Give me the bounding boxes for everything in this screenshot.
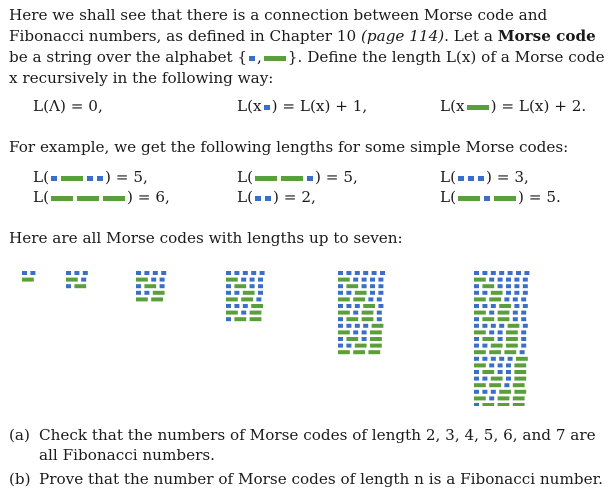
dot-mark	[513, 311, 518, 315]
dash-mark	[234, 317, 246, 321]
dot-mark	[160, 278, 165, 282]
dash-mark	[338, 297, 350, 301]
dot-mark	[338, 304, 343, 308]
morse-group-length-3	[66, 271, 88, 288]
item-a-label: (a)	[9, 426, 30, 444]
dot-mark	[514, 304, 519, 308]
dot-mark	[355, 304, 360, 308]
dot-mark	[474, 284, 479, 288]
dot-mark	[506, 284, 511, 288]
dash-mark	[355, 291, 367, 295]
dot-mark	[346, 324, 351, 328]
dash-mark	[66, 278, 78, 282]
dot-mark	[353, 278, 358, 282]
dot-mark	[499, 357, 504, 361]
item-a	[9, 425, 609, 465]
intro-paragraph	[9, 5, 609, 89]
dash-mark	[474, 297, 486, 301]
definition-left: L(Λ) = 0,	[33, 97, 103, 115]
dash-mark	[489, 383, 501, 387]
definition-right: ) = L(x) + 1,	[271, 97, 368, 115]
dot-mark	[370, 284, 375, 288]
dot-mark	[474, 344, 479, 348]
intro-text-2: . Let a	[444, 27, 498, 45]
example-length	[33, 187, 170, 207]
dash-mark	[474, 350, 486, 354]
dash-mark	[498, 403, 510, 406]
dot-mark	[499, 271, 504, 275]
example-prefix: L(	[237, 188, 254, 206]
dot-mark	[508, 271, 513, 275]
dot-mark	[226, 284, 231, 288]
dot-mark	[513, 317, 518, 321]
dot-mark	[513, 297, 518, 301]
dot-mark	[153, 271, 158, 275]
dash-mark	[482, 284, 494, 288]
dot-mark	[234, 271, 239, 275]
dash-symbol	[467, 105, 489, 110]
dash-mark	[243, 291, 255, 295]
dot-mark	[491, 357, 496, 361]
dot-mark	[353, 330, 358, 334]
exercise-items	[9, 425, 609, 493]
intro-text-4: }. Define the length L(x) of a Morse code x recursively in the following way:	[9, 48, 605, 87]
example-prefix: L(	[33, 168, 50, 186]
dot-mark	[66, 284, 71, 288]
dot-mark	[30, 271, 35, 275]
dash-mark	[234, 284, 246, 288]
dash-mark	[372, 324, 384, 328]
dot-mark	[136, 291, 141, 295]
dot-mark	[234, 304, 239, 308]
dot-mark	[498, 337, 503, 341]
dash-mark	[498, 317, 510, 321]
dot-mark	[474, 390, 479, 394]
dot-mark	[521, 297, 526, 301]
dash-symbol	[77, 196, 99, 201]
intro-text-1: Here we shall see that there is a connection between Morse code and Fibonacci numbers, as defined in Chapter 10	[9, 6, 548, 45]
morse-group-length-5	[226, 271, 265, 321]
dot-mark	[474, 357, 479, 361]
dot-symbol	[478, 176, 484, 181]
dot-mark	[151, 278, 156, 282]
example-value: ) = 5,	[315, 168, 358, 186]
dash-mark	[504, 350, 516, 354]
dot-mark	[363, 271, 368, 275]
dash-mark	[482, 337, 494, 341]
dot-mark	[250, 278, 255, 282]
dot-mark	[338, 317, 343, 321]
dash-mark	[353, 297, 365, 301]
dash-mark	[250, 311, 262, 315]
item-b-text: Prove that the number of Morse codes of length n is a Fibonacci number.	[39, 470, 603, 488]
dot-mark	[523, 324, 528, 328]
dot-mark	[362, 284, 367, 288]
dot-symbol	[468, 176, 474, 181]
dash-mark	[338, 311, 350, 315]
dot-mark	[523, 304, 528, 308]
dash-mark	[153, 291, 165, 295]
dot-mark	[504, 297, 509, 301]
dash-mark	[506, 344, 518, 348]
example-value: ) = 2,	[273, 188, 316, 206]
dot-mark	[506, 370, 511, 374]
dot-mark	[491, 324, 496, 328]
dash-mark	[346, 284, 358, 288]
dot-mark	[482, 271, 487, 275]
dot-mark	[338, 291, 343, 295]
dash-symbol	[255, 176, 277, 181]
dash-symbol	[61, 176, 83, 181]
alphabet-comma: ,	[257, 48, 262, 66]
example-length	[440, 167, 529, 187]
dot-mark	[506, 291, 511, 295]
dot-mark	[521, 317, 526, 321]
dot-mark	[482, 377, 487, 381]
dot-mark	[498, 330, 503, 334]
dash-mark	[353, 350, 365, 354]
dash-mark	[136, 297, 148, 301]
dot-mark	[482, 344, 487, 348]
dot-mark	[258, 284, 263, 288]
dot-mark	[491, 304, 496, 308]
morse-group-length-7	[474, 271, 529, 406]
dot-mark	[523, 278, 528, 282]
dash-mark	[499, 304, 511, 308]
dot-mark	[346, 271, 351, 275]
dot-mark	[372, 271, 377, 275]
dash-mark	[474, 383, 486, 387]
dot-mark	[489, 396, 494, 400]
dot-mark	[498, 284, 503, 288]
dot-symbol	[255, 196, 261, 201]
example-value: ) = 5,	[105, 168, 148, 186]
dash-mark	[514, 370, 526, 374]
dash-mark	[499, 390, 511, 394]
dash-mark	[482, 403, 494, 406]
dash-mark	[226, 278, 238, 282]
dash-mark	[474, 363, 486, 367]
example-prefix: L(	[33, 188, 50, 206]
definition-dot	[237, 96, 367, 116]
dot-mark	[226, 271, 231, 275]
dot-mark	[241, 311, 246, 315]
dash-mark	[338, 278, 350, 282]
example-prefix: L(	[440, 168, 457, 186]
dot-symbol	[264, 105, 270, 110]
dash-mark	[514, 390, 526, 394]
dot-mark	[256, 297, 261, 301]
definition-right: ) = L(x) + 2.	[490, 97, 587, 115]
dot-mark	[482, 304, 487, 308]
dash-mark	[136, 278, 148, 282]
dot-symbol	[458, 176, 464, 181]
dot-mark	[489, 363, 494, 367]
dash-mark	[482, 317, 494, 321]
dash-mark	[474, 396, 486, 400]
dot-mark	[377, 317, 382, 321]
dot-mark	[362, 278, 367, 282]
dot-mark	[514, 291, 519, 295]
dot-symbol	[51, 176, 57, 181]
dot-mark	[523, 291, 528, 295]
dot-mark	[524, 271, 529, 275]
dot-mark	[506, 377, 511, 381]
dot-mark	[474, 370, 479, 374]
example-length	[237, 187, 316, 207]
dot-mark	[491, 390, 496, 394]
dash-mark	[514, 363, 526, 367]
dash-mark	[346, 317, 358, 321]
dot-mark	[81, 278, 86, 282]
dot-mark	[508, 357, 513, 361]
dash-mark	[474, 278, 486, 282]
dash-mark	[250, 317, 262, 321]
example-value: ) = 3,	[486, 168, 529, 186]
item-b-label: (b)	[9, 470, 31, 488]
dash-symbol	[494, 196, 516, 201]
dash-mark	[513, 396, 525, 400]
dot-mark	[378, 291, 383, 295]
dot-mark	[226, 304, 231, 308]
dot-mark	[498, 278, 503, 282]
dot-mark	[234, 291, 239, 295]
dot-mark	[482, 357, 487, 361]
example-length	[237, 167, 358, 187]
morse-group-length-6	[338, 271, 385, 354]
dash-mark	[482, 370, 494, 374]
dot-symbol	[307, 176, 313, 181]
dot-mark	[498, 370, 503, 374]
dot-mark	[377, 297, 382, 301]
dot-mark	[378, 284, 383, 288]
dot-mark	[260, 271, 265, 275]
dot-mark	[523, 284, 528, 288]
morse-code-term: Morse code	[497, 27, 596, 45]
dot-mark	[355, 324, 360, 328]
definition-dash	[440, 96, 586, 116]
example-value: ) = 5.	[518, 188, 561, 206]
dot-mark	[353, 311, 358, 315]
example-length	[33, 167, 148, 187]
dot-mark	[474, 324, 479, 328]
dot-mark	[474, 377, 479, 381]
dot-mark	[338, 337, 343, 341]
dot-mark	[474, 291, 479, 295]
dot-mark	[161, 271, 166, 275]
dot-mark	[136, 271, 141, 275]
morse-group-length-4	[136, 271, 166, 301]
dash-mark	[226, 311, 238, 315]
dash-symbol	[51, 196, 73, 201]
dot-mark	[250, 284, 255, 288]
dot-mark	[338, 344, 343, 348]
definition-left: L(x	[440, 97, 465, 115]
example-prefix: L(	[237, 168, 254, 186]
example-value: ) = 6,	[127, 188, 170, 206]
dash-mark	[506, 337, 518, 341]
dot-mark	[499, 324, 504, 328]
dash-mark	[491, 377, 503, 381]
dash-mark	[363, 304, 375, 308]
dot-mark	[489, 311, 494, 315]
dot-mark	[520, 350, 525, 354]
dash-mark	[362, 317, 374, 321]
dash-mark	[514, 377, 526, 381]
dot-mark	[368, 297, 373, 301]
dash-mark	[474, 330, 486, 334]
dot-mark	[489, 330, 494, 334]
dot-mark	[491, 271, 496, 275]
dash-mark	[362, 311, 374, 315]
dash-symbol	[281, 176, 303, 181]
example-prefix: L(	[440, 188, 457, 206]
dash-mark	[491, 344, 503, 348]
dot-mark	[83, 271, 88, 275]
dot-mark	[362, 330, 367, 334]
dot-mark	[226, 291, 231, 295]
dot-mark	[243, 304, 248, 308]
dot-mark	[370, 278, 375, 282]
dash-mark	[489, 350, 501, 354]
dot-mark	[474, 271, 479, 275]
dot-mark	[22, 271, 27, 275]
dot-mark	[243, 271, 248, 275]
dot-symbol	[87, 176, 93, 181]
dot-mark	[514, 278, 519, 282]
dash-mark	[151, 297, 163, 301]
dot-mark	[258, 291, 263, 295]
dot-mark	[226, 317, 231, 321]
dot-mark	[506, 363, 511, 367]
dot-mark	[66, 271, 71, 275]
dash-mark	[491, 291, 503, 295]
dot-mark	[380, 271, 385, 275]
dash-mark	[508, 324, 520, 328]
dot-mark	[474, 337, 479, 341]
dot-mark	[474, 403, 479, 406]
dot-mark	[516, 271, 521, 275]
dash-mark	[74, 284, 86, 288]
dot-mark	[514, 284, 519, 288]
dot-mark	[241, 278, 246, 282]
dot-mark	[251, 271, 256, 275]
dash-mark	[226, 297, 238, 301]
dot-mark	[378, 278, 383, 282]
intro-text-3: be a string over the alphabet {	[9, 48, 248, 66]
dash-mark	[498, 396, 510, 400]
dash-mark	[370, 337, 382, 341]
dash-mark	[338, 330, 350, 334]
dash-mark	[22, 278, 34, 282]
dash-symbol	[458, 196, 480, 201]
example-paragraph: For example, we get the following lengths for some simple Morse codes:	[9, 138, 569, 156]
dot-mark	[474, 317, 479, 321]
dot-symbol	[249, 56, 255, 61]
dot-symbol	[484, 196, 490, 201]
page-reference: (page 114)	[361, 27, 445, 45]
dash-mark	[241, 297, 253, 301]
dot-mark	[521, 337, 526, 341]
dash-mark	[516, 357, 528, 361]
dash-mark	[338, 350, 350, 354]
dot-mark	[482, 390, 487, 394]
dot-mark	[346, 344, 351, 348]
dash-mark	[355, 344, 367, 348]
dash-mark	[346, 337, 358, 341]
dot-mark	[498, 363, 503, 367]
dot-symbol	[265, 196, 271, 201]
dot-mark	[338, 324, 343, 328]
dash-symbol	[264, 56, 286, 61]
dot-mark	[258, 278, 263, 282]
definition-empty	[33, 96, 103, 116]
dot-mark	[160, 284, 165, 288]
dot-mark	[489, 278, 494, 282]
dash-mark	[513, 383, 525, 387]
dot-mark	[363, 324, 368, 328]
dash-mark	[370, 330, 382, 334]
dash-mark	[506, 330, 518, 334]
dot-mark	[506, 278, 511, 282]
dot-symbol	[97, 176, 103, 181]
dot-mark	[362, 337, 367, 341]
dot-mark	[377, 311, 382, 315]
dot-mark	[521, 344, 526, 348]
item-a-text: Check that the numbers of Morse codes of length 2, 3, 4, 5, 6, and 7 are all Fibonacci numbers.	[39, 426, 596, 464]
morse-group-length-2	[22, 271, 35, 282]
dot-mark	[346, 291, 351, 295]
dash-mark	[474, 311, 486, 315]
dot-mark	[338, 271, 343, 275]
dash-mark	[489, 297, 501, 301]
dot-mark	[474, 304, 479, 308]
item-b	[9, 469, 609, 489]
here-paragraph: Here are all Morse codes with lengths up to seven:	[9, 229, 403, 247]
dash-mark	[368, 350, 380, 354]
example-length	[440, 187, 561, 207]
dot-mark	[74, 271, 79, 275]
dot-mark	[144, 291, 149, 295]
dash-mark	[251, 304, 263, 308]
dash-mark	[498, 311, 510, 315]
dot-mark	[355, 271, 360, 275]
dot-mark	[482, 291, 487, 295]
dash-mark	[144, 284, 156, 288]
morse-codes-figure	[0, 256, 616, 406]
dot-mark	[504, 383, 509, 387]
dot-mark	[378, 304, 383, 308]
dot-mark	[482, 324, 487, 328]
dot-mark	[370, 291, 375, 295]
definition-left: L(x	[237, 97, 262, 115]
dot-mark	[136, 284, 141, 288]
dash-mark	[370, 344, 382, 348]
dash-symbol	[103, 196, 125, 201]
dot-mark	[144, 271, 149, 275]
dot-mark	[521, 330, 526, 334]
dash-mark	[513, 403, 525, 406]
dot-mark	[521, 311, 526, 315]
morse-codes-diagram	[0, 256, 616, 406]
dot-mark	[346, 304, 351, 308]
dot-mark	[338, 284, 343, 288]
